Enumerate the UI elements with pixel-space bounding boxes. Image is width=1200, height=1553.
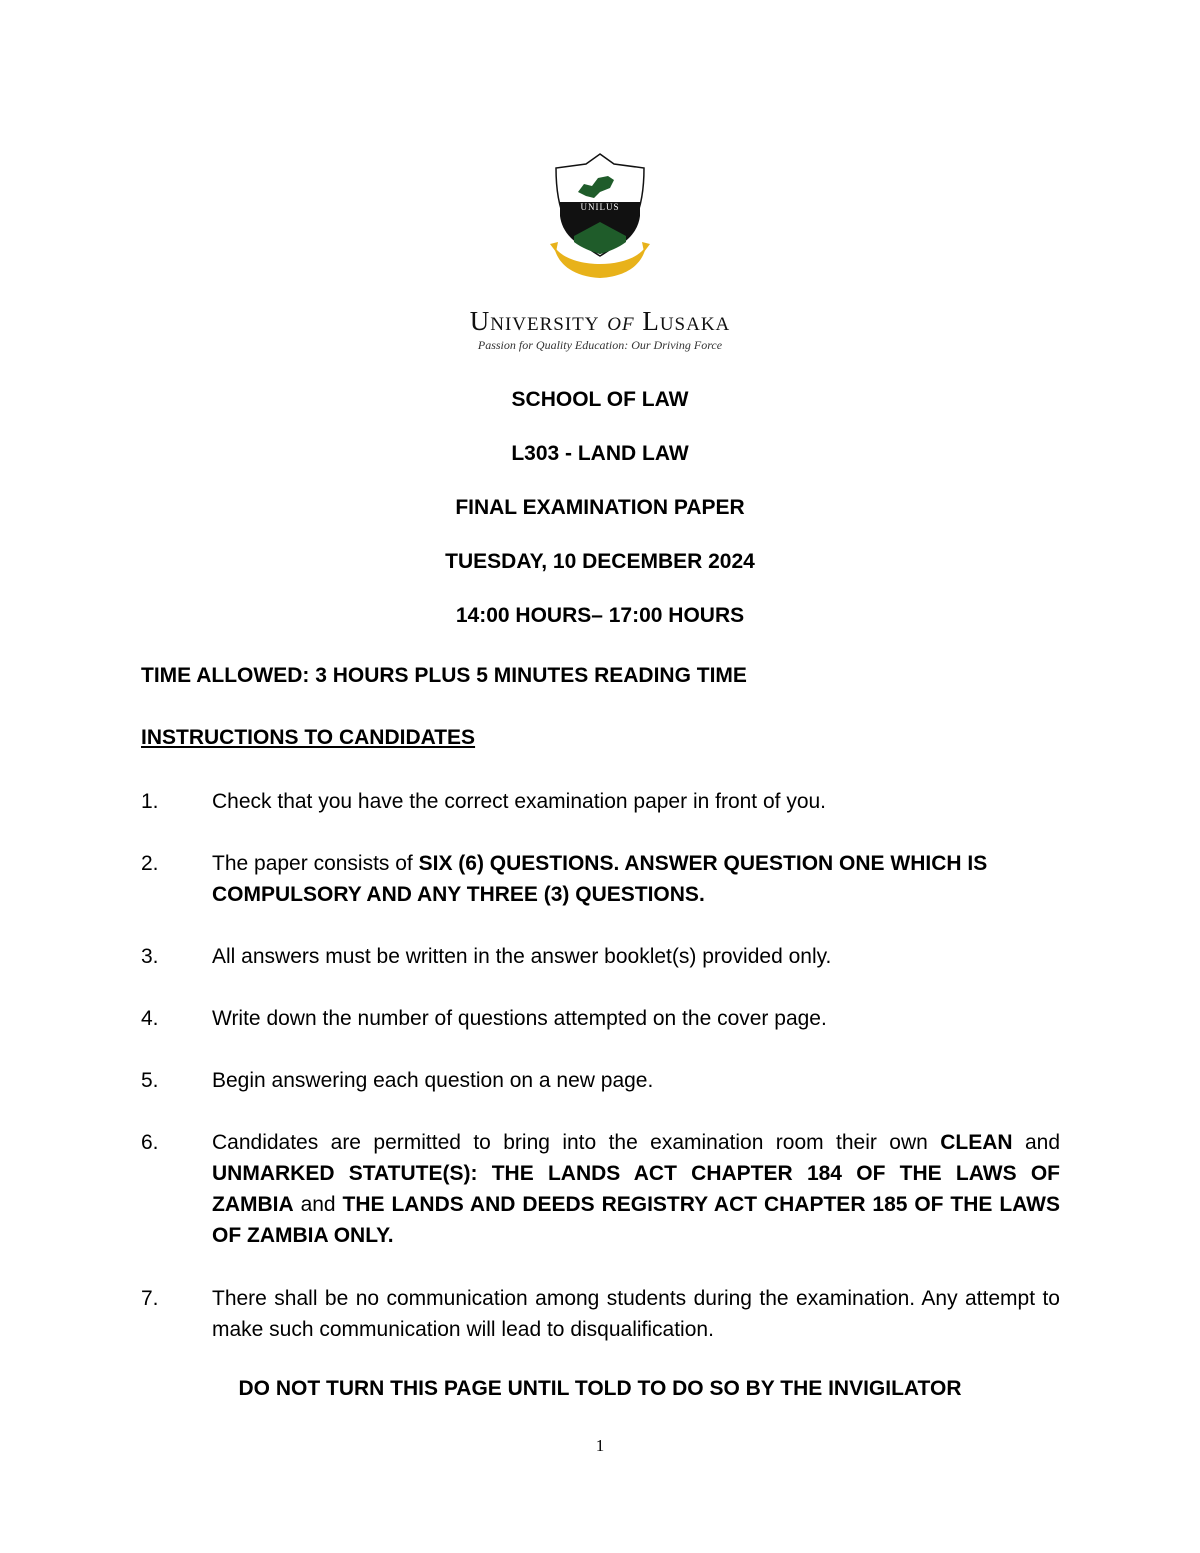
exam-time: 14:00 HOURS– 17:00 HOURS (455, 604, 745, 627)
instruction-text (212, 1065, 1060, 1096)
exam-date: TUESDAY, 10 DECEMBER 2024 (445, 550, 755, 573)
instruction-text-part: Begin answering each question on a new page. (212, 1069, 654, 1092)
instruction-number: 6. (141, 1131, 159, 1154)
instruction-text (212, 1283, 1060, 1345)
instruction-text-part: Candidates are permitted to bring into the examination room their own (212, 1131, 941, 1154)
instruction-item (141, 786, 1060, 817)
instruction-text-part: There shall be no communication among students during the examination. Any attempt to make such communication will lead to disqualification. (212, 1287, 1060, 1341)
paper-title: FINAL EXAMINATION PAPER (455, 496, 745, 519)
crest-band-text: UNILUS (580, 202, 620, 212)
instruction-number: 1. (141, 790, 159, 813)
university-name-of: of (607, 306, 635, 336)
time-allowed: TIME ALLOWED: 3 HOURS PLUS 5 MINUTES READING TIME (141, 664, 747, 687)
instruction-text-part: All answers must be written in the answer booklet(s) provided only. (212, 945, 832, 968)
instruction-text-bold: SIX (6) QUESTIONS. ANSWER QUESTION ONE WHICH IS COMPULSORY AND ANY THREE (3) QUESTIONS. (212, 852, 988, 906)
instruction-text (212, 1003, 1060, 1034)
invigilator-notice: DO NOT TURN THIS PAGE UNTIL TOLD TO DO SO BY THE INVIGILATOR (238, 1377, 962, 1400)
university-name (0, 306, 1200, 337)
instruction-text (212, 941, 1060, 972)
instruction-item (141, 1065, 1060, 1096)
instruction-text-bold: UNMARKED STATUTE(S): THE LANDS ACT CHAPTER 184 OF THE LAWS OF ZAMBIA (212, 1162, 1060, 1216)
instruction-item (141, 1003, 1060, 1034)
university-crest-logo (548, 150, 652, 286)
instruction-text (212, 848, 1060, 910)
instruction-text-bold: CLEAN (940, 1131, 1013, 1154)
instruction-number: 2. (141, 852, 159, 875)
instruction-text (212, 786, 1060, 817)
instruction-text-part: and (293, 1193, 343, 1216)
instruction-number: 3. (141, 945, 159, 968)
instruction-text-part: The paper consists of (212, 852, 419, 875)
instruction-item (141, 848, 1060, 910)
school-title: SCHOOL OF LAW (511, 388, 689, 411)
instruction-text-bold: THE LANDS AND DEEDS REGISTRY ACT CHAPTER 185 OF THE LAWS OF ZAMBIA ONLY. (212, 1193, 1060, 1247)
instruction-text (212, 1127, 1060, 1251)
instruction-number: 5. (141, 1069, 159, 1092)
instruction-text-part: Write down the number of questions attempted on the cover page. (212, 1007, 827, 1030)
instruction-item (141, 1283, 1060, 1345)
university-name-pre: University (469, 306, 600, 336)
university-name-post: Lusaka (642, 306, 731, 336)
instructions-heading: INSTRUCTIONS TO CANDIDATES (141, 726, 476, 749)
instruction-number: 4. (141, 1007, 159, 1030)
instruction-item (141, 1127, 1060, 1251)
course-title: L303 - LAND LAW (511, 442, 689, 465)
instruction-item (141, 941, 1060, 972)
instruction-text-part: and (1012, 1131, 1060, 1154)
instruction-text-part: Check that you have the correct examination paper in front of you. (212, 790, 827, 813)
university-motto: Passion for Quality Education: Our Driving Force (477, 338, 723, 352)
instruction-number: 7. (141, 1287, 159, 1310)
page-number: 1 (595, 1436, 605, 1455)
